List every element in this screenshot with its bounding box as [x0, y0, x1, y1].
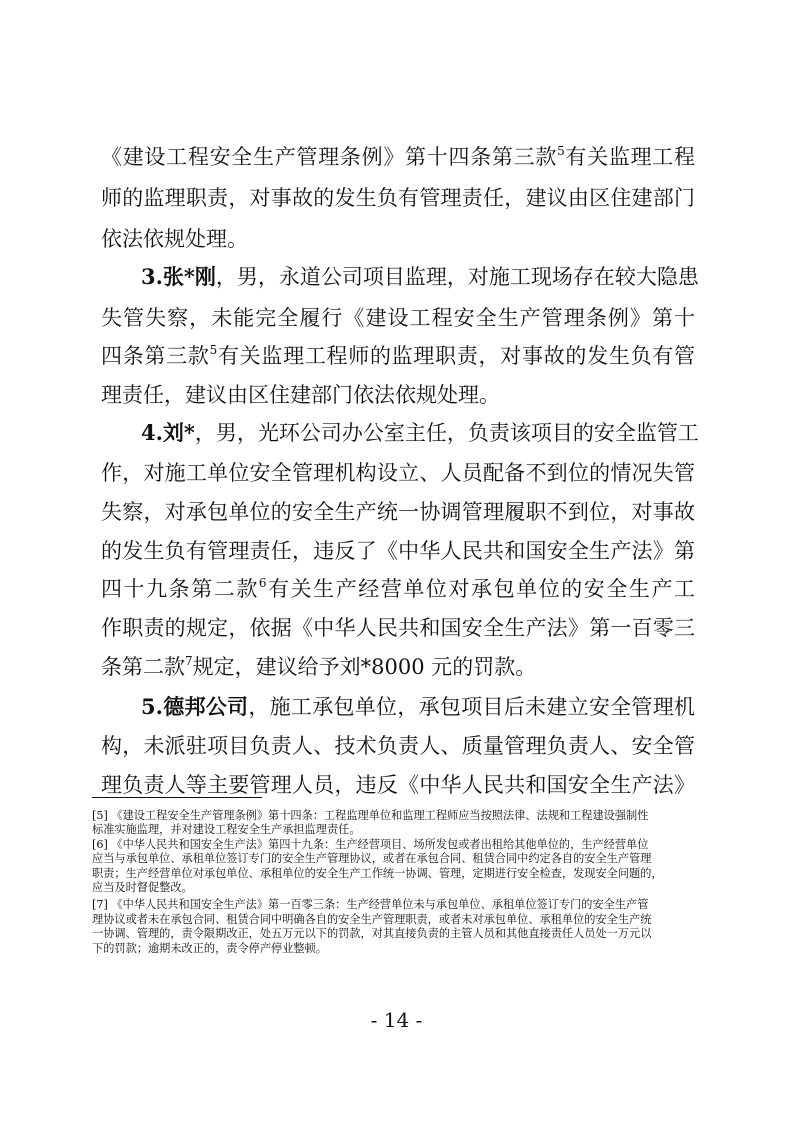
- footnote-5-line: 标准实施监理，并对建设工程安全生产承担监理责任。: [92, 823, 361, 836]
- footnote-separator: [92, 797, 262, 798]
- footnote-ref: 5: [557, 144, 565, 158]
- body-line: 作职责的规定，依据《中华人民共和国安全生产法》第一百零三: [101, 616, 695, 640]
- footnote-6-line: 应当与承包单位、承租单位签订专门的安全生产管理协议，或者在承包合同、租赁合同中约定各自的安全生产管理: [92, 852, 652, 865]
- body-line: 5.德邦公司，施工承包单位，承包项目后未建立安全管理机: [141, 694, 695, 719]
- footnote-5-line: [5] 《建设工程安全生产管理条例》第十四条：工程监理单位和监理工程师应当按照法律、法规和工程建设强制性: [92, 809, 649, 822]
- body-line: 构，未派驻项目负责人、技术负责人、质量管理负责人、安全管: [101, 734, 695, 758]
- footnote-ref: 6: [258, 576, 267, 590]
- body-line: 理负责人等主要管理人员，违反《中华人民共和国安全生产法》: [101, 773, 695, 797]
- body-line: 《建设工程安全生产管理条例》第十四条第三款$^5$有关监理工程: [101, 144, 696, 169]
- body-line: 作，对施工单位安全管理机构设立、人员配备不到位的情况失管: [101, 461, 695, 485]
- body-line: 4.刘*，男，光环公司办公室主任，负责该项目的安全监管工: [141, 420, 699, 445]
- body-line: 失察，对承包单位的安全生产统一协调管理履职不到位，对事故: [101, 500, 695, 524]
- body-line: 3.张*刚，男，永道公司项目监理，对施工现场存在较大隐患: [141, 264, 699, 289]
- footnote-ref: 5: [209, 343, 218, 357]
- body-line: 四条第三款$^5$有关监理工程师的监理职责，对事故的发生负有管: [101, 343, 696, 368]
- footnote-ref: 7: [185, 654, 193, 668]
- footnote-6-line: 应当及时督促整改。: [92, 881, 193, 894]
- body-line: 的发生负有管理责任，违反了《中华人民共和国安全生产法》第: [101, 539, 695, 563]
- body-line: 条第二款$^7$规定，建议给予刘*8000 元的罚款。: [101, 654, 537, 679]
- footnote-7-line: 一协调、管理的，责令限期改正，处五万元以下的罚款，对其直接负责的主管人员和其他直接责任人员处一万元以: [92, 927, 652, 940]
- footnote-7-line: 下的罚款；逾期未改正的，责令停产停业整顿。: [92, 942, 327, 955]
- body-line: 依法依规处理。: [101, 227, 248, 251]
- body-line: 失管失察，未能完全履行《建设工程安全生产管理条例》第十: [101, 306, 695, 330]
- person-name: 4.刘*: [141, 420, 195, 445]
- footnote-6-line: [6] 《中华人民共和国安全生产法》第四十九条：生产经营项目、场所发包或者出租给其他单位的，生产经营单位: [92, 838, 649, 851]
- person-name: 3.张*刚: [141, 264, 216, 289]
- body-line: 四十九条第二款$^6$有关生产经营单位对承包单位的安全生产工: [101, 576, 696, 601]
- page-number: - 14 -: [370, 1008, 423, 1032]
- footnote-7-line: 理协议或者未在承包合同、租赁合同中明确各自的安全生产管理职责，或者未对承包单位、承租单位的安全生产统: [92, 913, 652, 926]
- footnote-6-line: 职责；生产经营单位对承包单位、承租单位的安全生产工作统一协调、管理，定期进行安全检查，发现安全问题的，: [92, 867, 663, 880]
- company-name: 5.德邦公司: [141, 694, 249, 719]
- body-line: 理责任，建议由区住建部门依法依规处理。: [101, 383, 500, 407]
- body-line: 师的监理职责，对事故的发生负有管理责任，建议由区住建部门: [101, 186, 695, 210]
- footnote-7-line: [7] 《中华人民共和国安全生产法》第一百零三条：生产经营单位未与承包单位、承租单位签订专门的安全生产管: [92, 898, 649, 911]
